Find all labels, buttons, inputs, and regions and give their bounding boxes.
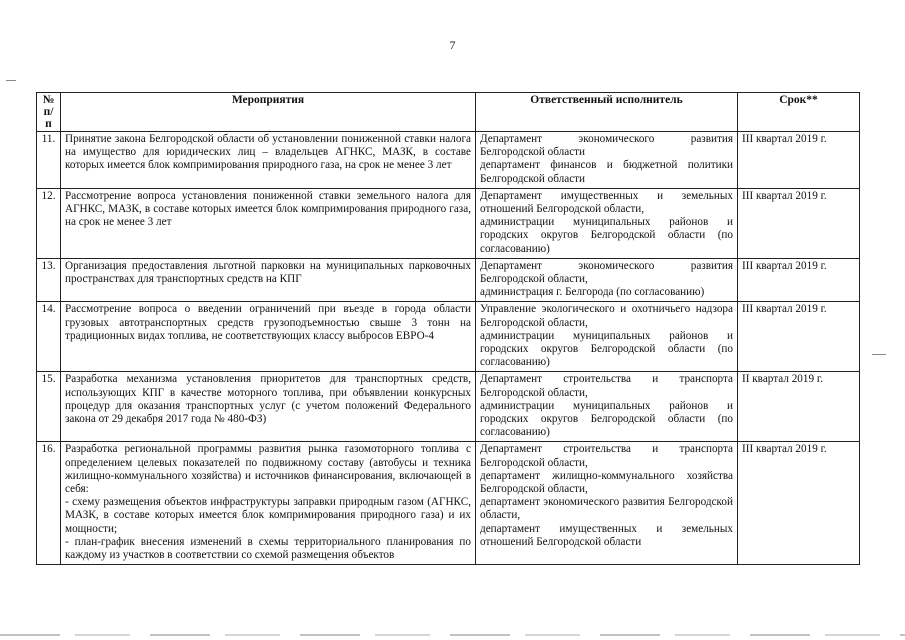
scan-margin-mark — [872, 354, 886, 355]
row-event: Принятие закона Белгородской области об установлении пониженной ставки налога на имущество для юридических лиц – владельцев АГНКС, МАЗК, в составе которых имеется блок компримирования природного газа, на срок не менее 3 лет — [61, 132, 476, 189]
row-event: Организация предоставления льготной парковки на муниципальных парковочных пространствах для транспортных средств на КПГ — [61, 258, 476, 302]
row-executor — [476, 132, 738, 189]
row-executor — [476, 302, 738, 372]
executor-line: администрации муниципальных районов и городских округов Белгородской области (по согласованию) — [480, 216, 733, 255]
executor-line: Департамент экономического развития Белгородской области — [480, 133, 733, 159]
table-row — [37, 132, 860, 189]
executor-line: департамент финансов и бюджетной политики Белгородской области — [480, 159, 733, 185]
row-number: 12. — [37, 188, 61, 258]
row-deadline: II квартал 2019 г. — [738, 372, 860, 442]
scan-bottom-edge — [0, 634, 905, 636]
table-header-row — [37, 93, 860, 132]
row-number: 11. — [37, 132, 61, 189]
executor-line: администрация г. Белгорода (по согласованию) — [480, 286, 705, 299]
row-event — [61, 442, 476, 565]
row-event: Разработка механизма установления приоритетов для транспортных средств, использующих КПГ в качестве моторного топлива, при объявлении конкурсных процедур для оказания транспортных услуг (с учетом положений Федерального закона от 29 декабря 2017 года № 480-ФЗ) — [61, 372, 476, 442]
row-deadline: III квартал 2019 г. — [738, 188, 860, 258]
executor-line: администрации муниципальных районов и городских округов Белгородской области (по согласованию) — [480, 329, 733, 369]
row-number: 13. — [37, 258, 61, 302]
header-executor: Ответственный исполнитель — [476, 93, 738, 132]
event-list-item: - план-график внесения изменений в схемы территориального планирования по каждому из участков в соответствии со схемой размещения объектов — [65, 535, 471, 562]
executor-line: департамент экономического развития Белгородской области, — [480, 496, 733, 522]
table-row — [37, 258, 860, 302]
row-number: 16. — [37, 442, 61, 565]
executor-line: департамент жилищно-коммунального хозяйства Белгородской области, — [480, 469, 733, 496]
header-number: № п/п — [37, 93, 61, 132]
table-row — [37, 302, 860, 372]
row-event: Рассмотрение вопроса о введении ограничений при въезде в города области грузовых автотранспортных средств грузоподъемностью свыше 3 тонн на традиционных видах топлива, не соответствующих классу выбросов ЕВРО-4 — [61, 302, 476, 372]
executor-line: Департамент экономического развития Белгородской области, — [480, 259, 733, 286]
header-event: Мероприятия — [61, 93, 476, 132]
scan-margin-mark — [6, 80, 16, 81]
event-text: Разработка региональной программы развития рынка газомоторного топлива с определением целевых показателей по подвижному составу (автобусы и техника жилищно-коммунального хозяйства) и источников финансирования, включающей в себя: — [65, 443, 471, 496]
row-executor — [476, 442, 738, 565]
executor-line: администрации муниципальных районов и городских округов Белгородской области (по согласованию) — [480, 399, 733, 439]
executor-line: департамент имущественных и земельных отношений Белгородской области — [480, 522, 733, 548]
executor-line: Департамент строительства и транспорта Белгородской области, — [480, 443, 733, 469]
row-event: Рассмотрение вопроса установления пониженной ставки земельного налога для АГНКС, МАЗК, в составе которых имеется блок компримирования природного газа, на срок не менее 3 лет — [61, 188, 476, 258]
row-deadline: III квартал 2019 г. — [738, 132, 860, 189]
executor-line: Департамент имущественных и земельных отношений Белгородской области, — [480, 189, 733, 216]
row-executor — [476, 372, 738, 442]
row-deadline: III квартал 2019 г. — [738, 442, 860, 565]
table-row — [37, 188, 860, 258]
action-plan-table — [36, 92, 860, 565]
row-number: 15. — [37, 372, 61, 442]
page-number: 7 — [449, 38, 456, 52]
header-deadline: Срок** — [738, 93, 860, 132]
row-number: 14. — [37, 302, 61, 372]
event-list-item: - схему размещения объектов инфраструктуры заправки природным газом (АГНКС, МАЗК, в составе которых имеется блок компримирования природного газа) и их мощности; — [65, 496, 471, 535]
table-row — [37, 442, 860, 565]
table-row — [37, 372, 860, 442]
row-deadline: III квартал 2019 г. — [738, 302, 860, 372]
executor-line: Департамент строительства и транспорта Белгородской области, — [480, 373, 733, 399]
executor-line: Управление экологического и охотничьего надзора Белгородской области, — [480, 303, 733, 329]
row-executor — [476, 188, 738, 258]
row-executor — [476, 258, 738, 302]
row-deadline: III квартал 2019 г. — [738, 258, 860, 302]
